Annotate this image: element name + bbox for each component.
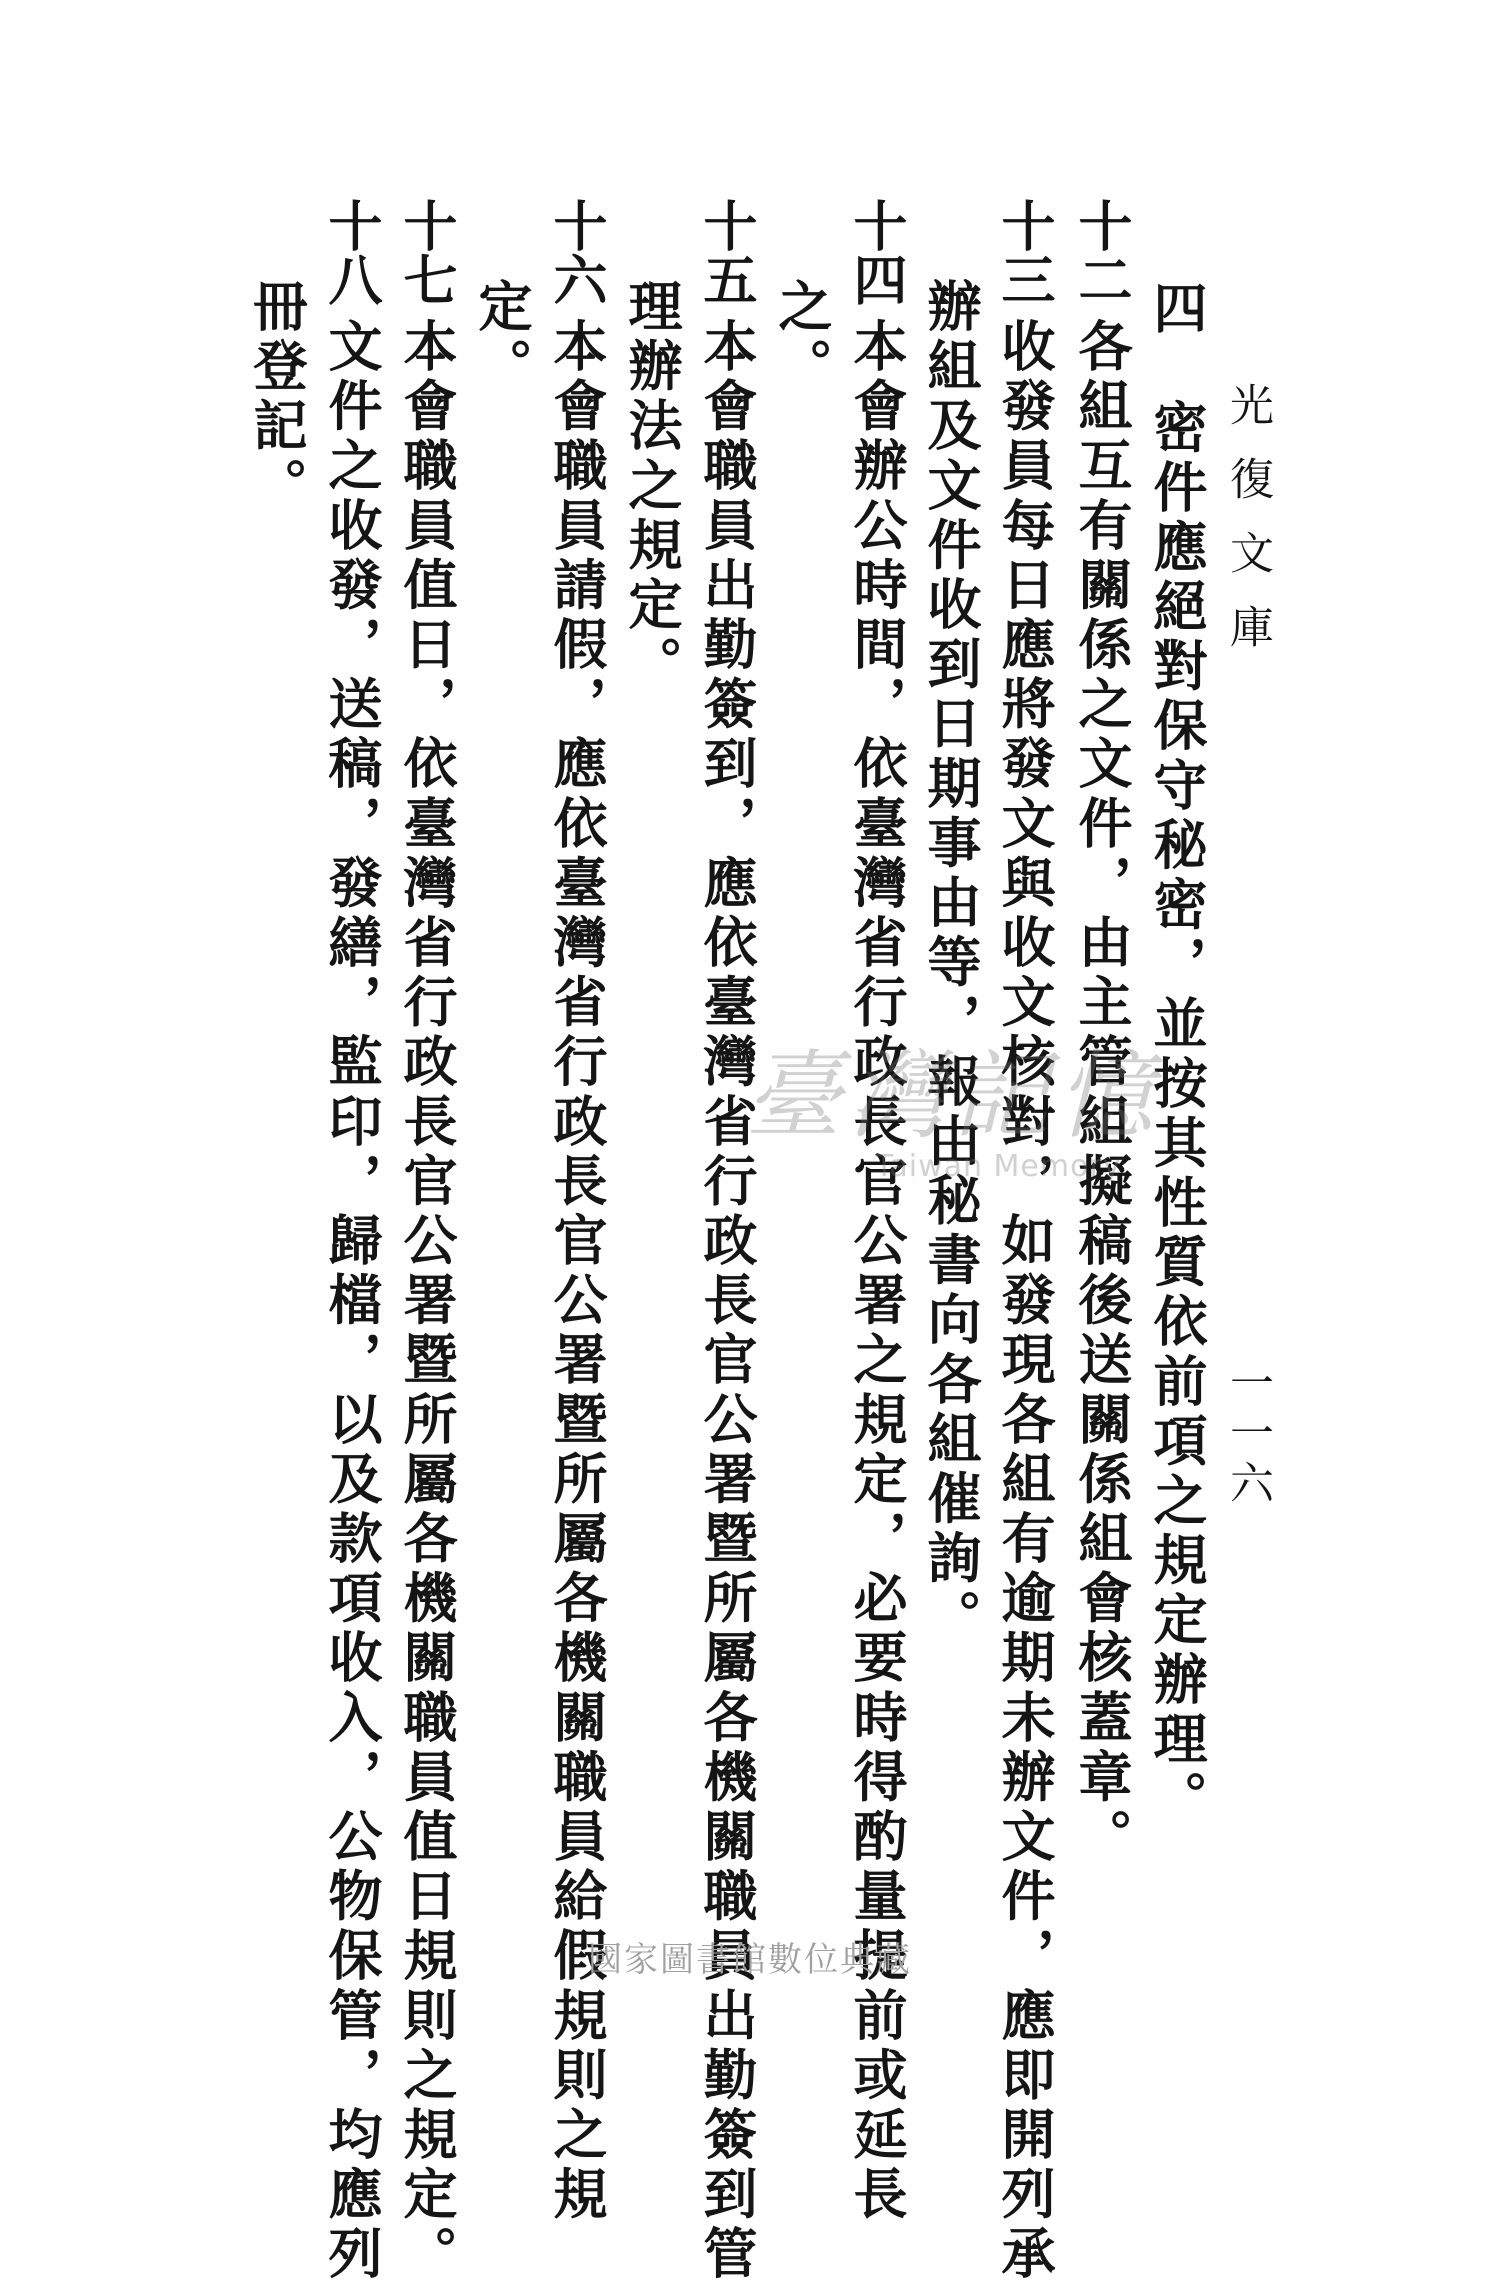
item-13-number: 十三 bbox=[993, 198, 1057, 306]
item-17-text: 本會職員值日，依臺灣省行政長官公署暨所屬各機關職員值日規則之規定。 bbox=[395, 318, 459, 2285]
item-16-text: 本會職員請假，應依臺灣省行政長官公署暨所屬各機關職員給假規則之規 bbox=[545, 318, 609, 2226]
item-14-continuation: 之。 bbox=[770, 278, 834, 398]
item-14-text: 本會辦公時間，依臺灣省行政長官公署之規定，必要時得酌量提前或延長 bbox=[845, 318, 909, 2226]
item-15-number: 十五 bbox=[695, 198, 759, 306]
watermark-chinese: 臺灣記憶 bbox=[745, 1040, 1161, 1152]
clause-4-text: 四 密件應絕對保守秘密，並按其性質依前項之規定辦理。 bbox=[1145, 280, 1209, 1830]
page-number: 一一六 bbox=[1222, 1360, 1273, 1510]
item-13-text: 收發員每日應將發文與收文核對，如發現各組有逾期未辦文件，應即開列承 bbox=[993, 318, 1057, 2285]
item-13-continuation: 辦組及文件收到日期事由等，報由秘書向各組催詢。 bbox=[919, 278, 983, 1649]
item-14-number: 十四 bbox=[845, 198, 909, 306]
item-12-text: 各組互有關係之文件，由主管組擬稿後送關係組會核蓋章。 bbox=[1070, 318, 1134, 1868]
item-16-continuation: 定。 bbox=[470, 278, 534, 398]
item-17-number: 十七 bbox=[395, 198, 459, 306]
item-15-continuation: 理辦法之規定。 bbox=[620, 278, 684, 696]
running-header-title: 光復文庫 bbox=[1222, 382, 1273, 678]
item-16-number: 十六 bbox=[545, 198, 609, 306]
item-18-text: 文件之收發，送稿，發繕，監印，歸檔，以及款項收入，公物保管，均應列 bbox=[320, 318, 384, 2285]
digital-collection-footer: 國家圖書館數位典藏 bbox=[588, 1940, 912, 1980]
item-18-number: 十八 bbox=[320, 198, 384, 306]
item-18-continuation: 冊登記。 bbox=[245, 278, 309, 517]
item-15-text: 本會職員出勤簽到，應依臺灣省行政長官公署暨所屬各機關職員出勤簽到管 bbox=[695, 318, 759, 2285]
item-12-number: 十二 bbox=[1070, 198, 1134, 306]
watermark-english: Taiwan Memory bbox=[875, 1149, 1122, 1184]
